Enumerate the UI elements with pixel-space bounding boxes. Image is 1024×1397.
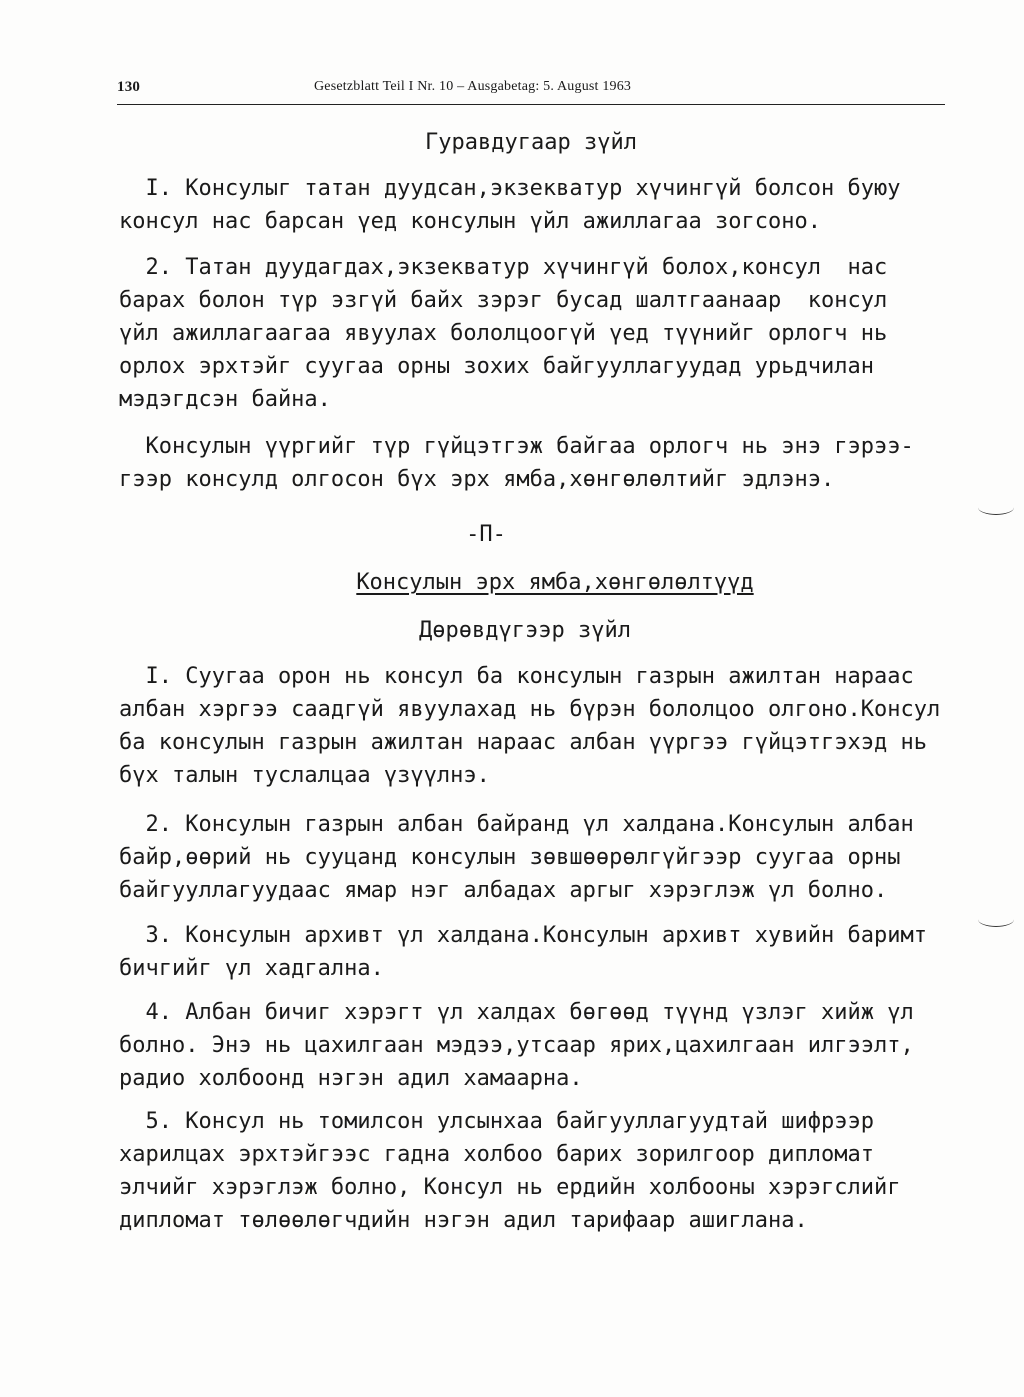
article-4-para-2-line-2: байр,өөрий нь сууцанд консулын зөвшөөрөлгүйгээр суугаа орны xyxy=(119,845,901,870)
article-4-para-2-line-1: 2. Консулын газрын албан байранд үл халдана.Консулын албан xyxy=(119,812,914,837)
article-4-para-5-line-3: элчийг хэрэглэж болно, Консул нь ердийн холбооны хэрэгслийг xyxy=(119,1175,901,1200)
article-3-para-3-line-2: гээр консулд олгосон бүх эрх ямба,хөнгөлөлтийг эдлэнэ. xyxy=(119,467,835,492)
article-3-para-2-line-4: орлох эрхтэйг суугаа орны зохих байгууллагуудад урьдчилан xyxy=(119,354,874,379)
article-3-para-2-line-3: үйл ажиллагаагаа явуулах бололцоогүй үед түүнийг орлогч нь xyxy=(119,321,888,346)
article-3-para-3-line-1: Консулын үүргийг түр гүйцэтгэж байгаа орлогч нь энэ гэрээ- xyxy=(119,434,914,459)
article-4-para-3-line-1: 3. Консулын архивт үл халдана.Консулын архивт хувийн баримт xyxy=(119,923,927,948)
header-rule xyxy=(117,104,945,105)
article-3-para-2-line-1: 2. Татан дуудагдах,экзекватур хүчингүй болох,консул нас xyxy=(119,255,888,280)
article-3-para-1-line-2: консул нас барсан үед консулын үйл ажиллагаа зогсоно. xyxy=(119,209,821,234)
article-4-para-4-line-2: болно. Энэ нь цахилгаан мэдээ,утсаар ярих,цахилгаан илгээлт, xyxy=(119,1033,914,1058)
running-header xyxy=(117,79,945,99)
section-marker: -П- xyxy=(466,522,506,547)
article-4-para-2-line-3: байгууллагуудаас ямар нэг албадах аргыг хэрэглэж үл болно. xyxy=(119,878,888,903)
margin-mark xyxy=(978,500,1014,515)
article-4-para-1-line-3: ба консулын газрын ажилтан нараас албан үүргээ гүйцэтгэхэд нь xyxy=(119,730,927,755)
article-4-para-5-line-2: харилцах эрхтэйгээс гадна холбоо барих зорилгоор дипломат xyxy=(119,1142,874,1167)
article-4-para-4-line-1: 4. Албан бичиг хэрэгт үл халдах бөгөөд түүнд үзлэг хийж үл xyxy=(119,1000,914,1025)
article-3-para-2-line-5: мэдэгдсэн байна. xyxy=(119,387,331,412)
margin-mark xyxy=(978,912,1014,927)
article-4-para-4-line-3: радио холбоонд нэгэн адил хамаарна. xyxy=(119,1066,583,1091)
article-4-para-1-line-4: бүх талын туслалцаа үзүүлнэ. xyxy=(119,763,490,788)
header-citation: Gesetzblatt Teil I Nr. 10 – Ausgabetag: 5. August 1963 xyxy=(314,79,632,94)
article-4-para-1-line-2: албан хэргээ саадгүй явуулахад нь бүрэн бололцоо олгоно.Консул xyxy=(119,697,941,722)
article-4-para-5-line-4: дипломат төлөөлөгчдийн нэгэн адил тарифаар ашиглана. xyxy=(119,1208,808,1233)
section-title: Консулын эрх ямба,хөнгөлөлтүүд xyxy=(356,570,754,595)
page-number: 130 xyxy=(117,79,141,95)
article-3-para-1-line-1: I. Консулыг татан дуудсан,экзекватур хүчингүй болсон буюу xyxy=(119,176,901,201)
article-3-para-2-line-2: барах болон түр эзгүй байх зэрэг бусад шалтгаанаар консул xyxy=(119,288,888,313)
article-4-para-3-line-2: бичгийг үл хадгална. xyxy=(119,956,384,981)
article-4-para-5-line-1: 5. Консул нь томилсон улсынхаа байгууллагуудтай шифрээр xyxy=(119,1109,874,1134)
article-4-heading: Дөрөвдүгээр зүйл xyxy=(419,618,631,643)
article-3-heading: Гуравдугаар зүйл xyxy=(425,130,637,155)
article-4-para-1-line-1: I. Суугаа орон нь консул ба консулын газрын ажилтан нараас xyxy=(119,664,914,689)
